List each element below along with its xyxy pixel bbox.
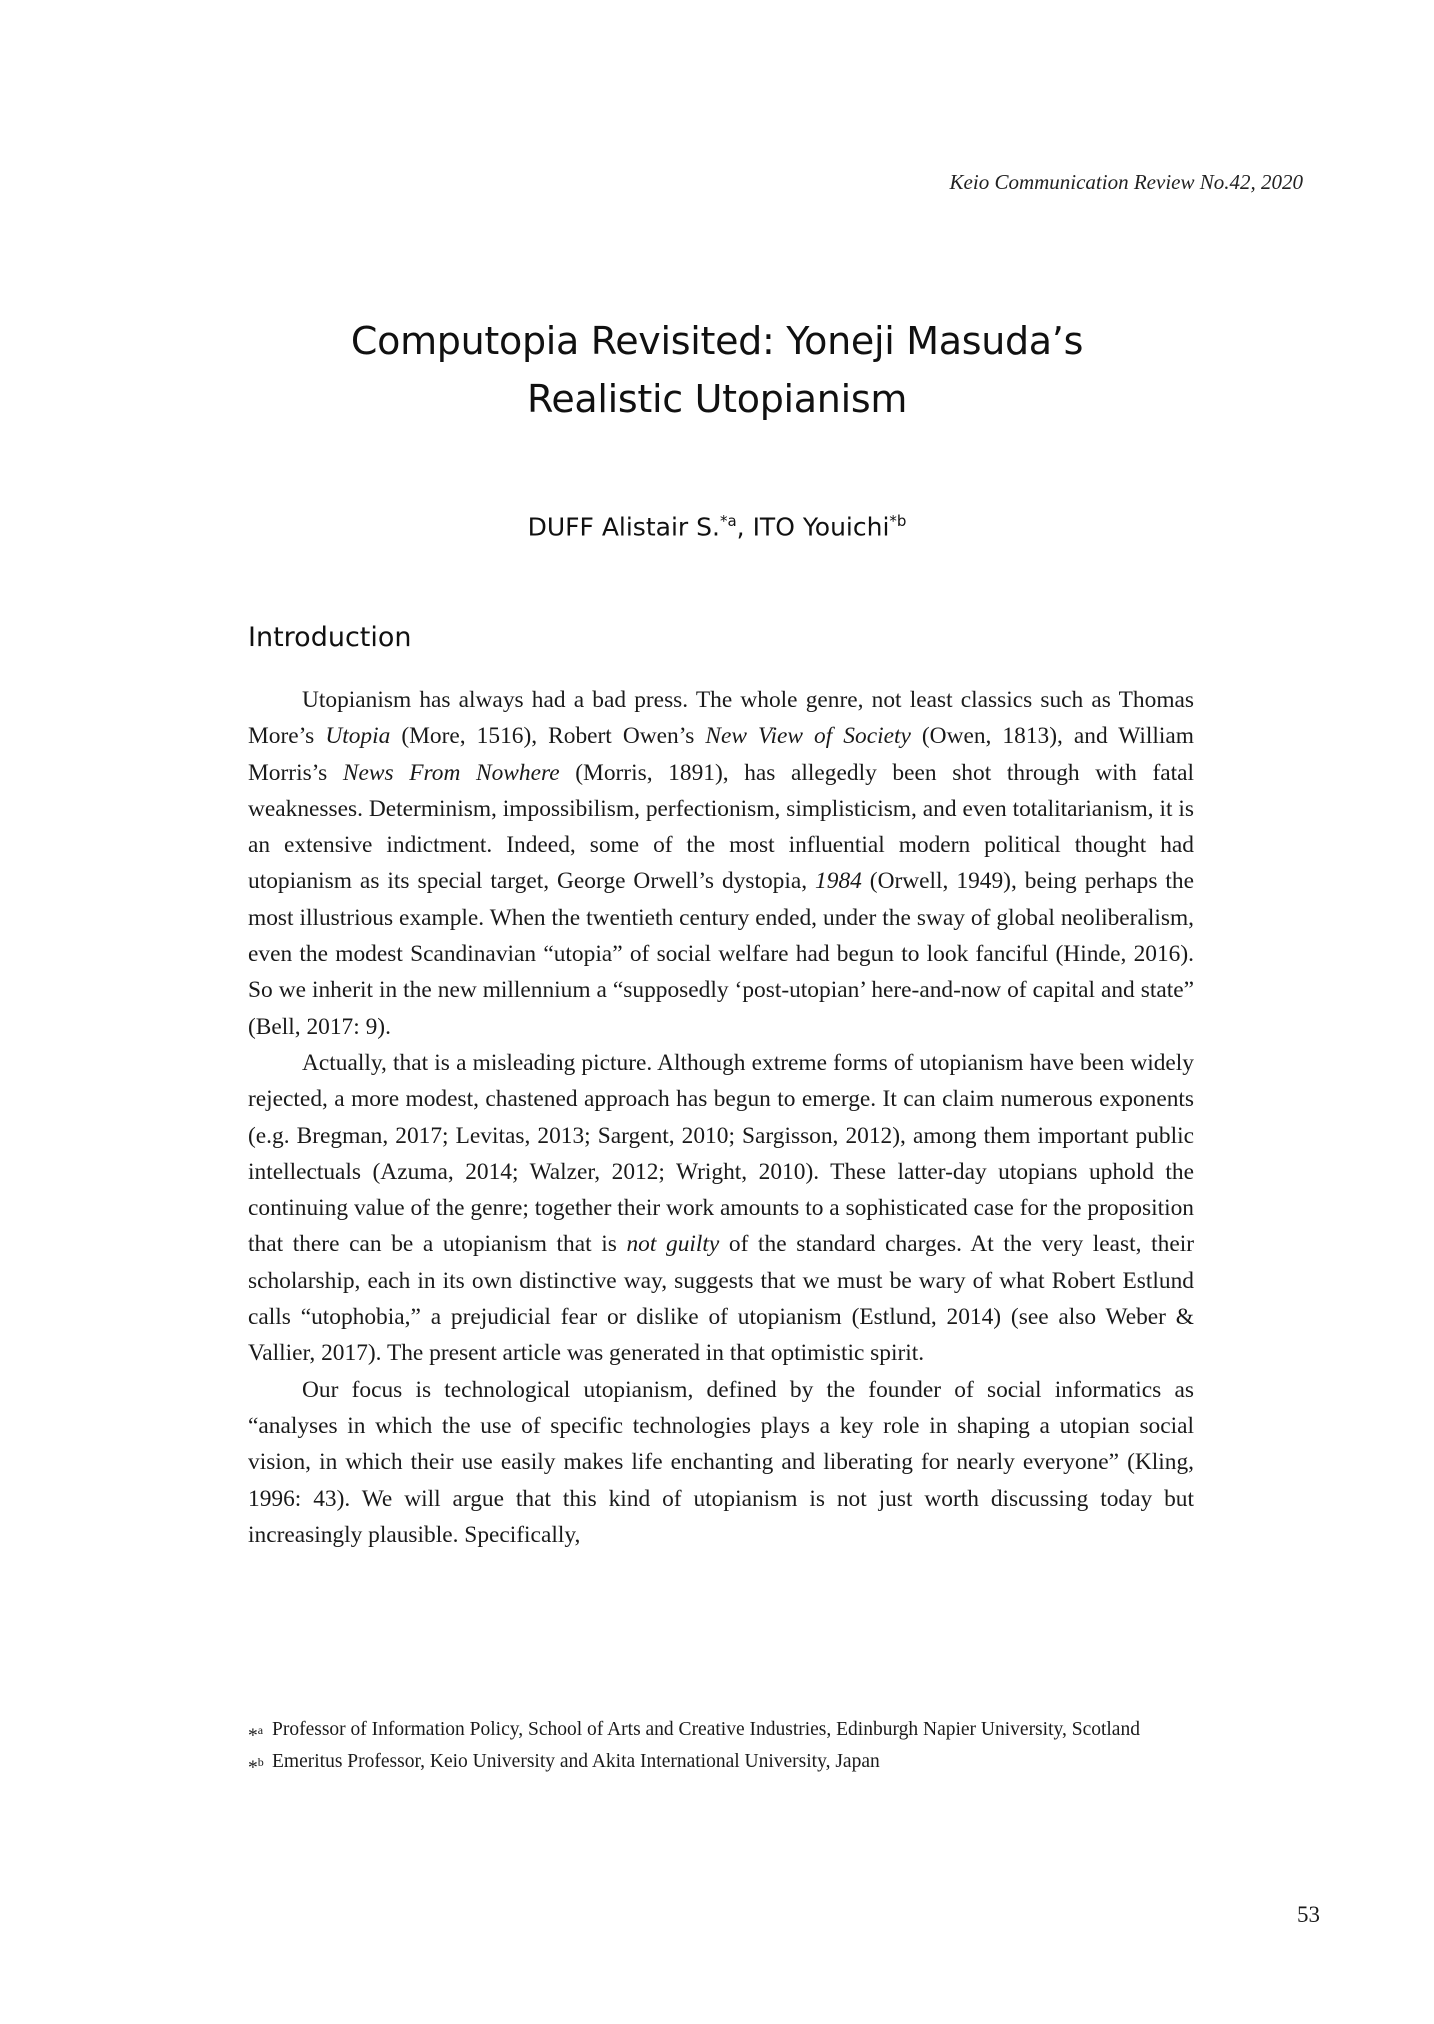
paragraph-3: Our focus is technological utopianism, defined by the founder of social informatics as “analyses in which the use of specific technologies plays a key role in shaping a utopian social vision, in which their use easily makes life enchanting and liberating for nearly everyone” (Kling, 1996: 43). We will argue that this kind of utopianism is not just worth discussing today but increasingly plausible. Specifically, xyxy=(248,1376,1194,1548)
author-2-affiliation-mark: *b xyxy=(889,512,907,530)
article-body xyxy=(248,682,1194,1553)
footnote-text: Emeritus Professor, Keio University and Akita International University, Japan xyxy=(272,1751,880,1772)
section-heading: Introduction xyxy=(248,622,412,653)
footnote-mark: *$^b$ xyxy=(248,1755,264,1779)
footnote-mark: *$^a$ xyxy=(248,1723,264,1747)
page-number: 53 xyxy=(1297,1902,1320,1927)
author-list xyxy=(0,512,1434,541)
author-1-affiliation-mark: *a xyxy=(719,512,737,530)
title-line-1: Computopia Revisited: Yoneji Masuda’s xyxy=(350,319,1084,363)
footnote-a xyxy=(248,1714,1194,1746)
author-1: DUFF Alistair S. xyxy=(527,512,720,542)
title-line-2: Realistic Utopianism xyxy=(526,377,908,421)
journal-header: Keio Communication Review No.42, 2020 xyxy=(949,170,1303,194)
footnote-b xyxy=(248,1746,1194,1778)
article-title xyxy=(0,312,1434,428)
paragraph-2: Actually, that is a misleading picture. Although extreme forms of utopianism have been widely rejected, a more modest, chastened approach has begun to emerge. It can claim numerous exponents (e.g. Bregman, 2017; Levitas, 2013; Sargent, 2010; Sargisson, 2012), among them important public intellectuals (Azuma, 2014; Walzer, 2012; Wright, 2010). These latter-day utopians uphold the continuing value of the genre; together their work amounts to a sophisticated case for the proposition that there can be a utopianism that is not guilty of the standard charges. At the very least, their scholarship, each in its own distinctive way, suggests that we must be wary of what Robert Estlund calls “utophobia,” a prejudicial fear or dislike of utopianism (Estlund, 2014) (see also Weber & Vallier, 2017). The present article was generated in that optimistic spirit. xyxy=(248,1049,1194,1367)
author-2: ITO Youichi xyxy=(752,512,890,542)
author-separator: , xyxy=(736,512,753,542)
paragraph-1: Utopianism has always had a bad press. The whole genre, not least classics such as Thomas More’s Utopia (More, 1516), Robert Owen’s New View of Society (Owen, 1813), and William Morris’s News From Nowhere (Morris, 1891), has allegedly been shot through with fatal weaknesses. Determinism, impossibilism, perfectionism, simplisticism, and even totalitarianism, it is an extensive indictment. Indeed, some of the most influential modern political thought had utopianism as its special target, George Orwell’s dystopia, 1984 (Orwell, 1949), being perhaps the most illustrious example. When the twentieth century ended, under the sway of global neoliberalism, even the modest Scandinavian “utopia” of social welfare had begun to look fanciful (Hinde, 2016). So we inherit in the new millennium a “supposedly ‘post-utopian’ here-and-now of capital and state” (Bell, 2017: 9). xyxy=(248,687,1195,1040)
footnote-text: Professor of Information Policy, School of Arts and Creative Industries, Edinburgh Napier University, Scotland xyxy=(272,1719,1140,1740)
footnotes xyxy=(248,1714,1194,1778)
